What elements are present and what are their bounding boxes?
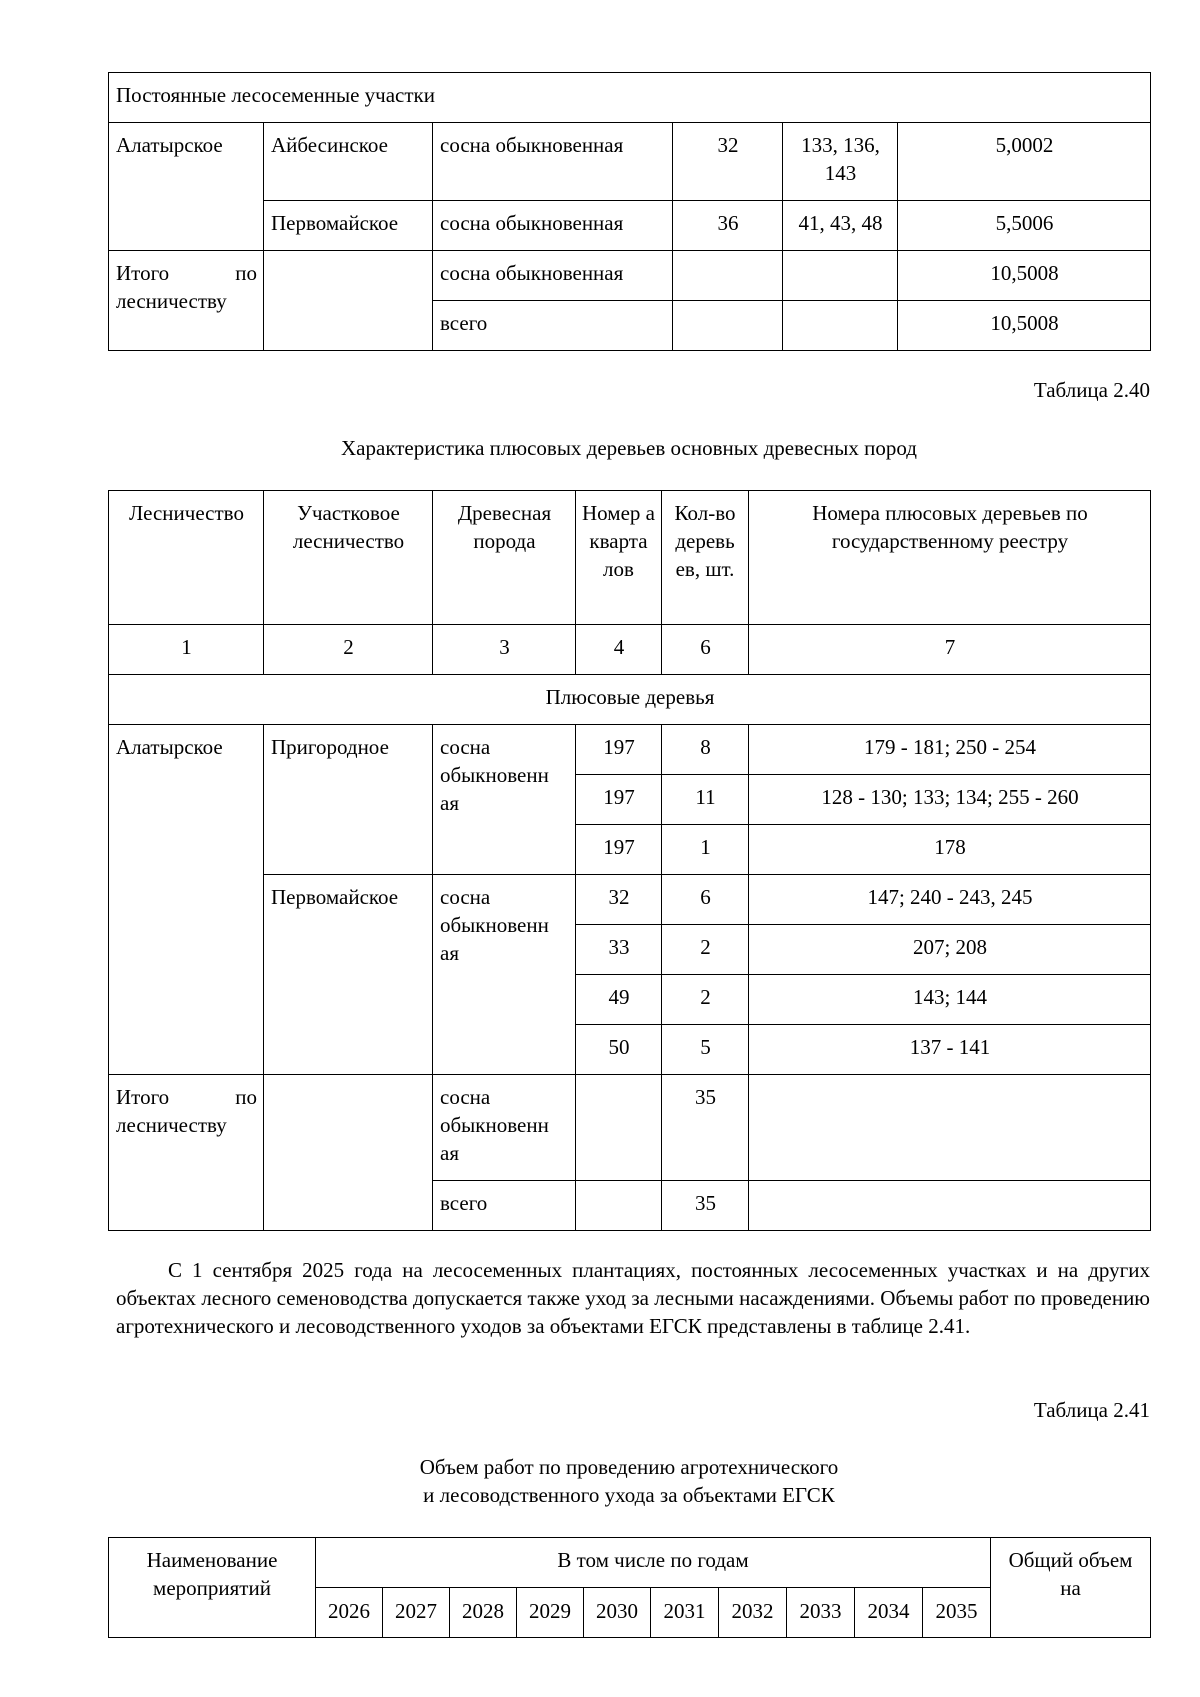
registry-numbers-cell: 128 - 130; 133; 134; 255 - 260 [749, 775, 1151, 825]
year-cell: 2029 [517, 1588, 584, 1638]
column-number: 7 [749, 625, 1151, 675]
forestry-cell: Алатырское [109, 123, 264, 251]
area-cell: 10,5008 [898, 251, 1151, 301]
quarter-cell: 197 [576, 825, 662, 875]
empty-cell [673, 301, 783, 351]
header-cell: Кол-во деревь ев, шт. [662, 491, 749, 625]
quarter-cell: 49 [576, 975, 662, 1025]
header-cell: Общий объем на [991, 1538, 1151, 1638]
table-title-line1: Объем работ по проведению агротехнического [419, 1455, 839, 1479]
count-cell: 35 [662, 1075, 749, 1181]
registry-numbers-cell: 207; 208 [749, 925, 1151, 975]
empty-cell [264, 251, 433, 351]
column-number: 6 [662, 625, 749, 675]
quarter-cell: 197 [576, 725, 662, 775]
district-cell: Первомайское [264, 201, 433, 251]
header-cell: Участковое лесничество [264, 491, 433, 625]
header-cell: Номера плюсовых деревьев по государственному реестру [749, 491, 1151, 625]
year-cell: 2028 [450, 1588, 517, 1638]
empty-cell [749, 1181, 1151, 1231]
empty-cell [576, 1181, 662, 1231]
total-label: Итого по лесничеству [109, 251, 264, 351]
count-cell: 5 [662, 1025, 749, 1075]
registry-numbers-cell: 179 - 181; 250 - 254 [749, 725, 1151, 775]
species-cell: сосна обыкновенная [433, 123, 673, 201]
section-title: Плюсовые деревья [109, 675, 1151, 725]
district-cell: Айбесинское [264, 123, 433, 201]
header-cell: В том числе по годам [316, 1538, 991, 1588]
area-cell: 5,0002 [898, 123, 1151, 201]
forestry-cell: Алатырское [109, 725, 264, 1075]
year-cell: 2027 [383, 1588, 450, 1638]
year-cell: 2035 [923, 1588, 991, 1638]
header-cell: Лесничество [109, 491, 264, 625]
year-cell: 2026 [316, 1588, 383, 1638]
empty-cell [783, 251, 898, 301]
table-caption: Таблица 2.40 [1033, 378, 1150, 402]
plots-cell: 41, 43, 48 [783, 201, 898, 251]
year-cell: 2030 [584, 1588, 651, 1638]
count-cell: 6 [662, 875, 749, 925]
plots-cell: 133, 136, 143 [783, 123, 898, 201]
quarter-cell: 197 [576, 775, 662, 825]
empty-cell [783, 301, 898, 351]
column-number: 3 [433, 625, 576, 675]
species-cell: всего [433, 301, 673, 351]
quarter-cell: 32 [673, 123, 783, 201]
registry-numbers-cell: 147; 240 - 243, 245 [749, 875, 1151, 925]
column-number: 2 [264, 625, 433, 675]
column-number: 4 [576, 625, 662, 675]
column-number: 1 [109, 625, 264, 675]
species-cell: сосна обыкновенн ая [433, 725, 576, 875]
quarter-cell: 33 [576, 925, 662, 975]
empty-cell [673, 251, 783, 301]
species-cell: сосна обыкновенная [433, 201, 673, 251]
plus-trees-table [108, 490, 1151, 1231]
registry-numbers-cell: 143; 144 [749, 975, 1151, 1025]
header-cell: Древесная порода [433, 491, 576, 625]
registry-numbers-cell: 137 - 141 [749, 1025, 1151, 1075]
header-cell: Наименование мероприятий [109, 1538, 316, 1638]
count-cell: 11 [662, 775, 749, 825]
count-cell: 1 [662, 825, 749, 875]
empty-cell [749, 1075, 1151, 1181]
count-cell: 2 [662, 925, 749, 975]
count-cell: 2 [662, 975, 749, 1025]
care-works-table [108, 1537, 1151, 1638]
empty-cell [576, 1075, 662, 1181]
quarter-cell: 50 [576, 1025, 662, 1075]
table-title-line2: и лесоводственного ухода за объектами ЕГСК [423, 1483, 835, 1507]
species-cell: сосна обыкновенн ая [433, 875, 576, 1075]
species-cell: сосна обыкновенн ая [433, 1075, 576, 1181]
year-cell: 2032 [719, 1588, 787, 1638]
table-title: Характеристика плюсовых деревьев основных древесных пород [341, 436, 917, 460]
total-label: Итого по лесничеству [109, 1075, 264, 1231]
header-cell: Номер а кварта лов [576, 491, 662, 625]
year-cell: 2034 [855, 1588, 923, 1638]
area-cell: 10,5008 [898, 301, 1151, 351]
seed-plots-table [108, 72, 1151, 351]
district-cell: Пригородное [264, 725, 433, 875]
table-caption: Таблица 2.41 [1033, 1398, 1150, 1422]
species-cell: всего [433, 1181, 576, 1231]
area-cell: 5,5006 [898, 201, 1151, 251]
registry-numbers-cell: 178 [749, 825, 1151, 875]
quarter-cell: 32 [576, 875, 662, 925]
species-cell: сосна обыкновенная [433, 251, 673, 301]
year-cell: 2031 [651, 1588, 719, 1638]
section-title: Постоянные лесосеменные участки [109, 73, 1151, 123]
district-cell: Первомайское [264, 875, 433, 1075]
body-paragraph: С 1 сентября 2025 года на лесосеменных плантациях, постоянных лесосеменных участках и на других объектах лесного семеноводства допускается также уход за лесными насаждениями. Объемы работ по проведению агротехнического и лесоводственного уходов за объектами ЕГСК представлены в таблице 2.41. [116, 1258, 1150, 1338]
quarter-cell: 36 [673, 201, 783, 251]
empty-cell [264, 1075, 433, 1231]
count-cell: 8 [662, 725, 749, 775]
count-cell: 35 [662, 1181, 749, 1231]
year-cell: 2033 [787, 1588, 855, 1638]
